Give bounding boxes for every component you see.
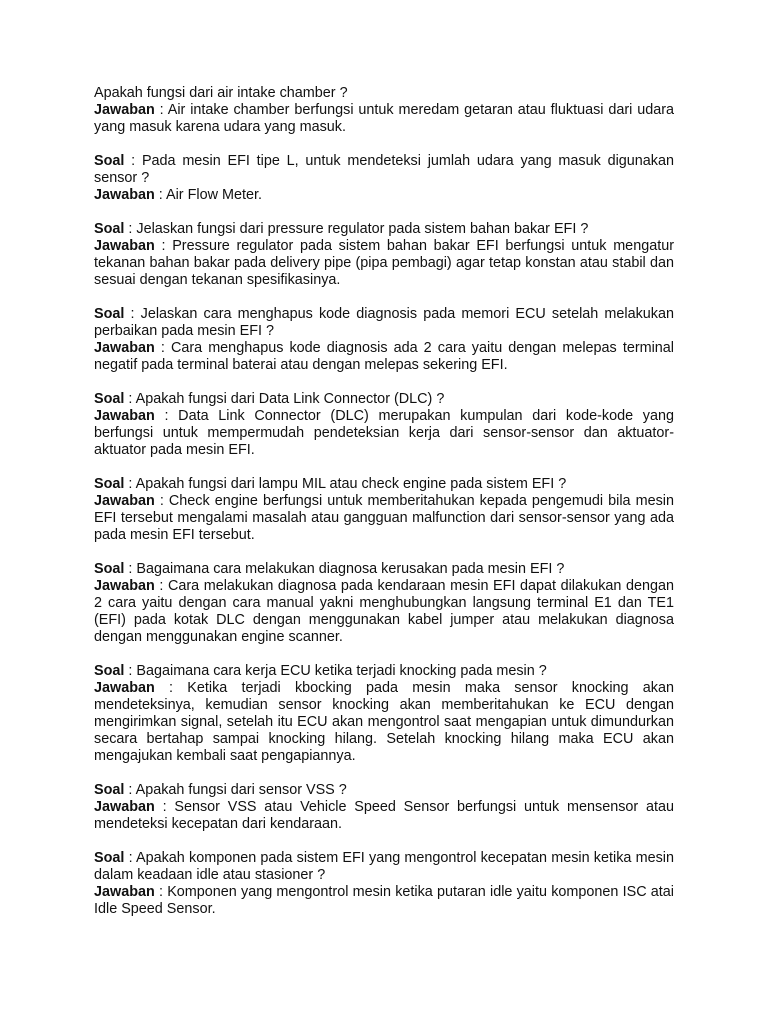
answer-label: Jawaban xyxy=(94,884,155,900)
question xyxy=(94,663,674,680)
answer-text: Air Flow Meter. xyxy=(166,187,262,203)
answer-text: Ketika terjadi kbocking pada mesin maka sensor knocking akan mendeteksinya, kemudian sensor knocking akan memberitahukan ke ECU dengan mengirimkan signal, setelah itu ECU akan mengontrol saat mengapian untuk dimundurkan secara bertahap sampai knocking hilang. Setelah knocking hilang maka ECU akan mengajukan kembali saat pengapiannya. xyxy=(94,680,674,764)
qa-item xyxy=(94,221,674,289)
question-text: Apakah fungsi dari Data Link Connector (DLC) ? xyxy=(135,391,445,407)
qa-item xyxy=(94,782,674,833)
answer-text: Pressure regulator pada sistem bahan bakar EFI berfungsi untuk mengatur tekanan bahan bakar pada delivery pipe (pipa pembagi) agar tetap konstan atau stabil dan sesuai dengan tekanan spesifikasinya. xyxy=(94,238,674,288)
question xyxy=(94,85,674,102)
answer-label: Jawaban xyxy=(94,799,155,815)
question-text: Jelaskan cara menghapus kode diagnosis pada memori ECU setelah melakukan perbaikan pada mesin EFI ? xyxy=(94,306,675,339)
answer-label: Jawaban xyxy=(94,340,155,356)
qa-item xyxy=(94,153,674,204)
answer-label: Jawaban xyxy=(94,578,155,594)
answer-text: Cara melakukan diagnosa pada kendaraan mesin EFI dapat dilakukan dengan 2 cara yaitu dengan cara manual yakni menghubungkan langsung terminal E1 dan TE1 (EFI) pada kotak DLC dengan menggunakan kabel jumper atau melakukan diagnosa dengan menggunakan engine scanner. xyxy=(94,578,675,645)
question-separator: : xyxy=(124,663,137,679)
qa-item xyxy=(94,850,674,918)
answer-label: Jawaban xyxy=(94,680,155,696)
qa-item xyxy=(94,561,674,646)
answer: Jawaban : Data Link Connector (DLC) merupakan kumpulan dari kode-kode yang berfungsi untuk mempermudah pendeteksian kerja dari sensor-sensor dan aktuator-aktuator pada mesin EFI. xyxy=(94,408,674,458)
question-label: Soal xyxy=(94,561,125,577)
answer: Jawaban : Air intake chamber berfungsi untuk meredam getaran atau fluktuasi dari udara yang masuk karena udara yang masuk. xyxy=(94,102,675,135)
question xyxy=(94,306,674,340)
answer-label: Jawaban xyxy=(94,102,155,118)
document-page xyxy=(94,85,674,935)
question-text: Pada mesin EFI tipe L, untuk mendeteksi jumlah udara yang masuk digunakan sensor ? xyxy=(94,153,674,186)
question-text: Apakah fungsi dari lampu MIL atau check engine pada sistem EFI ? xyxy=(135,476,567,492)
question-separator: : xyxy=(124,306,141,322)
answer: Jawaban : Komponen yang mengontrol mesin ketika putaran idle yaitu komponen ISC atai Idle Speed Sensor. xyxy=(94,884,674,917)
qa-item xyxy=(94,391,674,459)
question xyxy=(94,561,674,578)
question-label: Soal xyxy=(94,850,125,866)
question xyxy=(94,221,674,238)
answer-label: Jawaban xyxy=(94,493,155,509)
question-label: Soal xyxy=(94,663,125,679)
question-text: Apakah komponen pada sistem EFI yang mengontrol kecepatan mesin ketika mesin dalam keadaan idle atau stasioner ? xyxy=(94,850,674,883)
answer-text: Komponen yang mengontrol mesin ketika putaran idle yaitu komponen ISC atai Idle Speed Sensor. xyxy=(94,884,674,917)
answer-label: Jawaban xyxy=(94,408,155,424)
qa-item xyxy=(94,663,674,765)
question-text: Bagaimana cara kerja ECU ketika terjadi knocking pada mesin ? xyxy=(136,663,547,679)
question-text: Apakah fungsi dari sensor VSS ? xyxy=(135,782,347,798)
question-separator: : xyxy=(124,561,137,577)
answer: Jawaban : Check engine berfungsi untuk memberitahukan kepada pengemudi bila mesin EFI tersebut mengalami masalah atau gangguan malfunction dari sensor-sensor yang ada pada mesin EFI tersebut. xyxy=(94,493,674,543)
answer: Jawaban : Air Flow Meter. xyxy=(94,187,262,203)
question-label: Soal xyxy=(94,782,125,798)
answer-text: Air intake chamber berfungsi untuk meredam getaran atau fluktuasi dari udara yang masuk karena udara yang masuk. xyxy=(94,102,675,135)
question-label: Soal xyxy=(94,153,125,169)
qa-item xyxy=(94,306,674,374)
answer: Jawaban : Sensor VSS atau Vehicle Speed Sensor berfungsi untuk mensensor atau mendeteksi kecepatan dari kendaraan. xyxy=(94,799,674,832)
question-separator: : xyxy=(124,850,136,866)
question-text: Apakah fungsi dari air intake chamber ? xyxy=(94,85,348,101)
question xyxy=(94,782,674,799)
answer: Jawaban : Ketika terjadi kbocking pada mesin maka sensor knocking akan mendeteksinya, kemudian sensor knocking akan memberitahukan ke ECU dengan mengirimkan signal, setelah itu ECU akan mengontrol saat mengapian untuk dimundurkan secara bertahap sampai knocking hilang. Setelah knocking hilang maka ECU akan mengajukan kembali saat pengapiannya. xyxy=(94,680,674,764)
question-label: Soal xyxy=(94,391,125,407)
question-separator: : xyxy=(124,782,136,798)
question-label: Soal xyxy=(94,221,125,237)
question xyxy=(94,476,674,493)
question-separator: : xyxy=(124,153,142,169)
question-label: Soal xyxy=(94,476,125,492)
question-separator: : xyxy=(124,476,136,492)
question-label: Soal xyxy=(94,306,125,322)
qa-item xyxy=(94,85,674,136)
answer-text: Check engine berfungsi untuk memberitahukan kepada pengemudi bila mesin EFI tersebut mengalami masalah atau gangguan malfunction dari sensor-sensor yang ada pada mesin EFI tersebut. xyxy=(94,493,674,543)
question-text: Bagaimana cara melakukan diagnosa kerusakan pada mesin EFI ? xyxy=(136,561,565,577)
answer-text: Data Link Connector (DLC) merupakan kumpulan dari kode-kode yang berfungsi untuk mempermudah pendeteksian kerja dari sensor-sensor dan aktuator-aktuator pada mesin EFI. xyxy=(94,408,674,458)
answer: Jawaban : Cara melakukan diagnosa pada kendaraan mesin EFI dapat dilakukan dengan 2 cara yaitu dengan cara manual yakni menghubungkan langsung terminal E1 dan TE1 (EFI) pada kotak DLC dengan menggunakan kabel jumper atau melakukan diagnosa dengan menggunakan engine scanner. xyxy=(94,578,675,645)
answer: Jawaban : Cara menghapus kode diagnosis ada 2 cara yaitu dengan melepas terminal negatif pada terminal baterai atau dengan melepas sekering EFI. xyxy=(94,340,675,373)
answer-text: Sensor VSS atau Vehicle Speed Sensor berfungsi untuk mensensor atau mendeteksi kecepatan dari kendaraan. xyxy=(94,799,674,832)
question xyxy=(94,153,674,187)
question xyxy=(94,850,674,884)
question-separator: : xyxy=(124,391,136,407)
answer-text: Cara menghapus kode diagnosis ada 2 cara yaitu dengan melepas terminal negatif pada terminal baterai atau dengan melepas sekering EFI. xyxy=(94,340,675,373)
question xyxy=(94,391,674,408)
answer: Jawaban : Pressure regulator pada sistem bahan bakar EFI berfungsi untuk mengatur tekanan bahan bakar pada delivery pipe (pipa pembagi) agar tetap konstan atau stabil dan sesuai dengan tekanan spesifikasinya. xyxy=(94,238,674,288)
answer-label: Jawaban xyxy=(94,238,155,254)
answer-label: Jawaban xyxy=(94,187,155,203)
qa-item xyxy=(94,476,674,544)
question-text: Jelaskan fungsi dari pressure regulator pada sistem bahan bakar EFI ? xyxy=(136,221,589,237)
question-separator: : xyxy=(124,221,137,237)
